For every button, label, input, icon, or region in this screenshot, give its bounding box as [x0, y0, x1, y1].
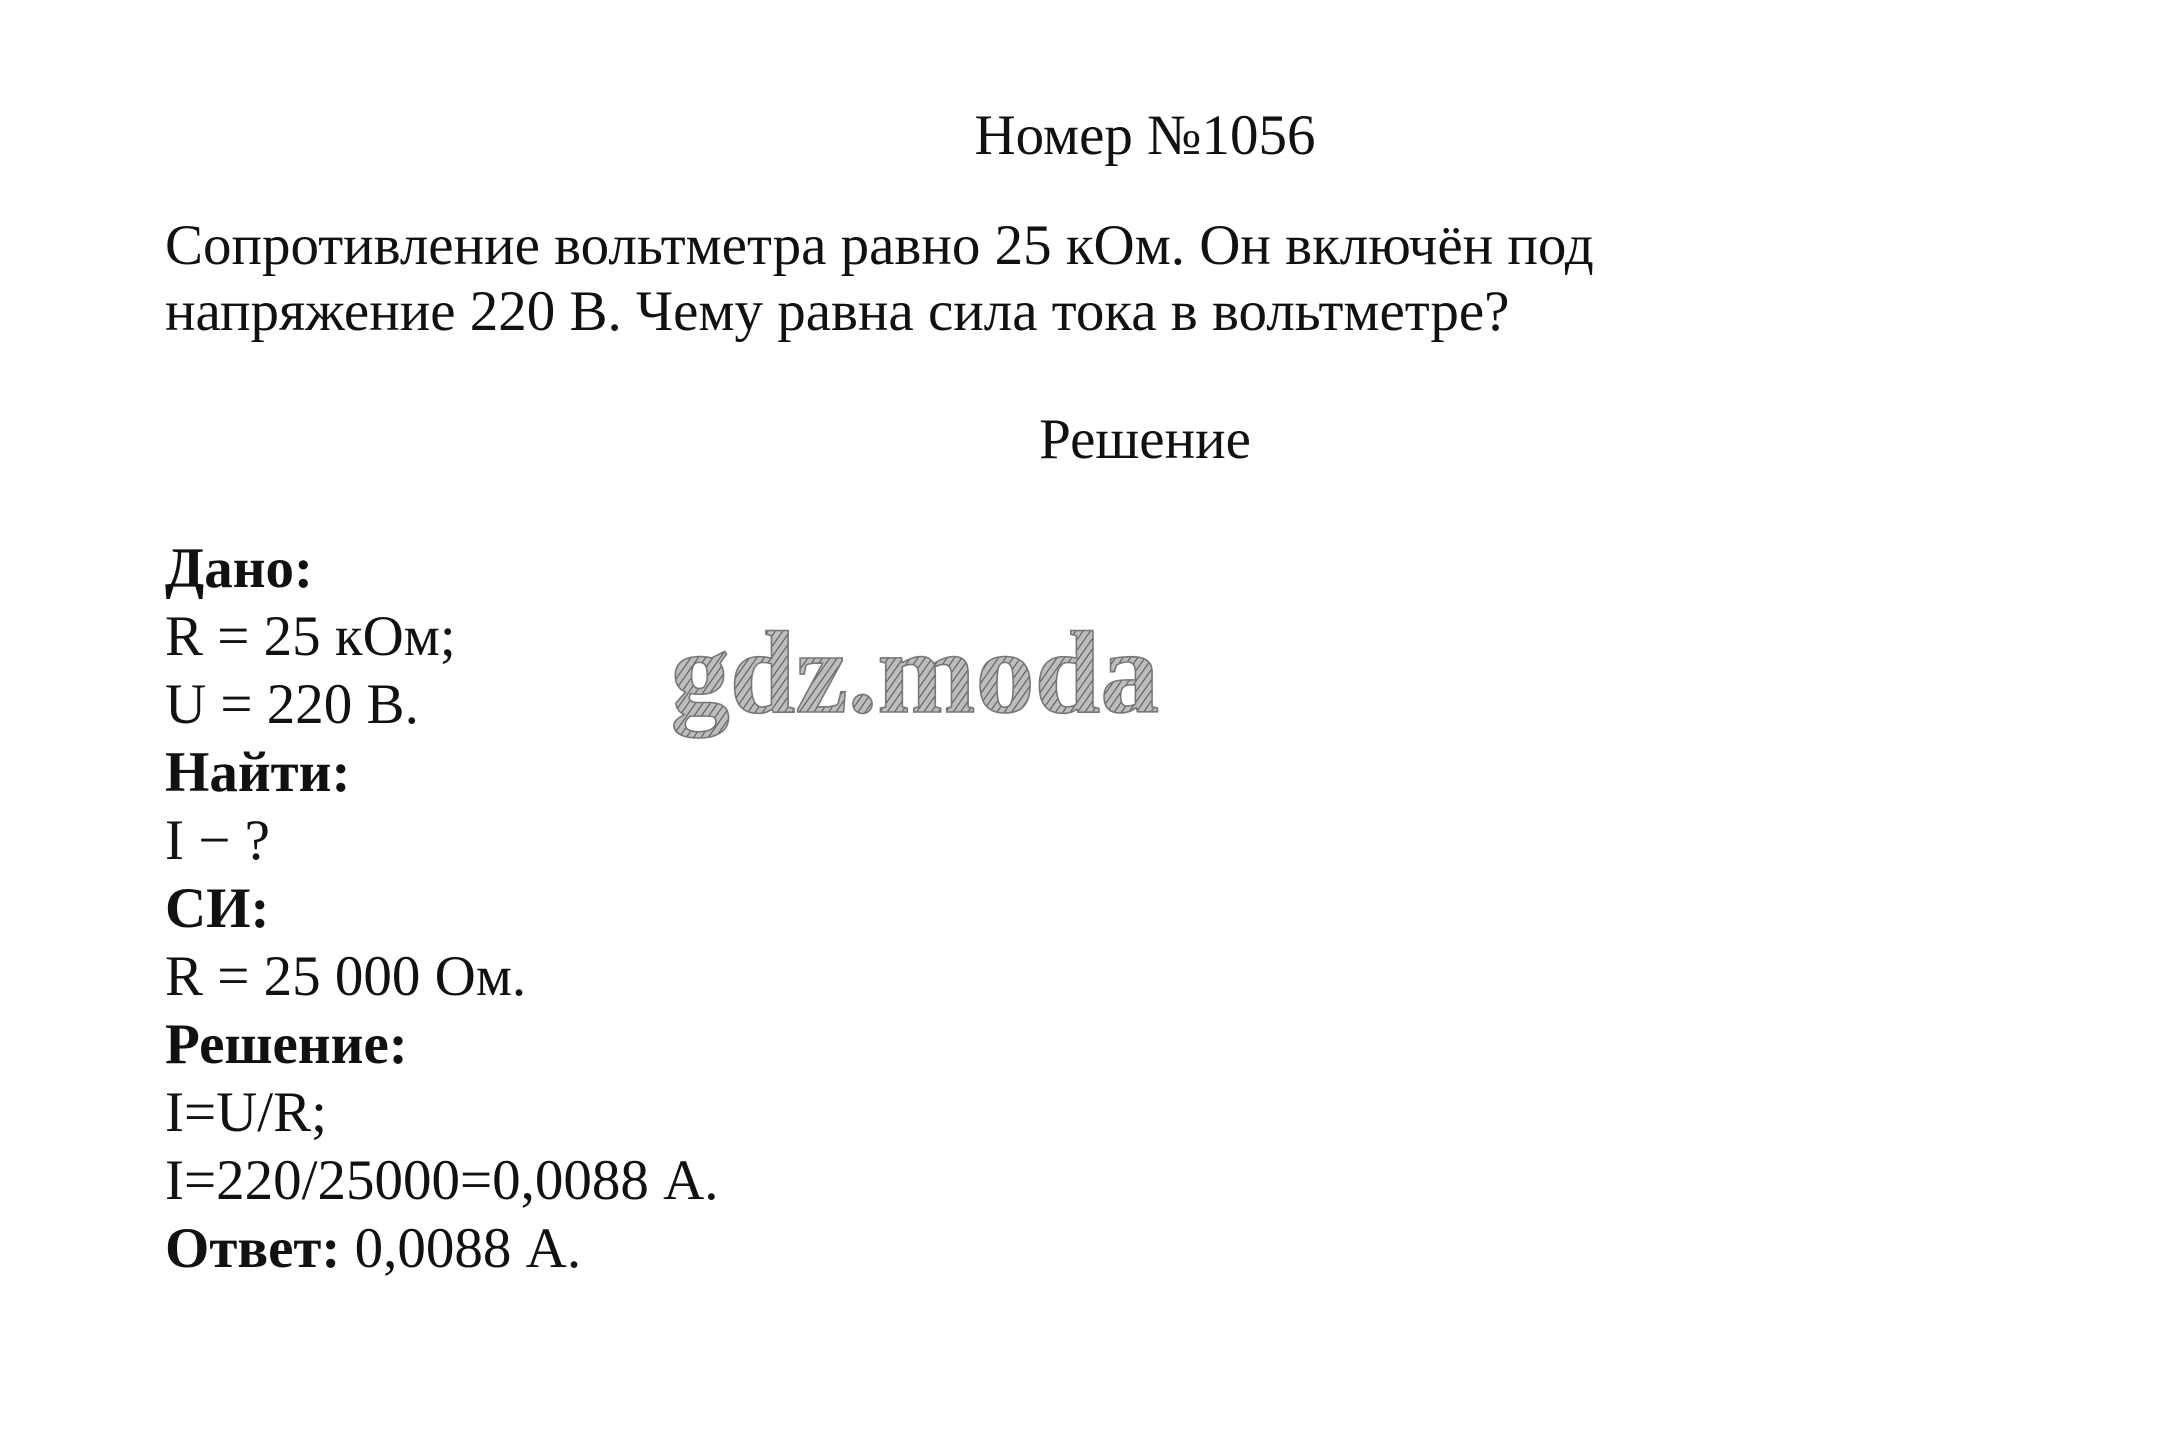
watermark-text: gdz.moda	[670, 612, 1160, 738]
answer-label: Ответ:	[165, 1217, 341, 1280]
solution-step: I=220/25000=0,0088 А.	[165, 1149, 719, 1212]
given-item: U = 220 В.	[165, 673, 419, 736]
solution-step: I=U/R;	[165, 1081, 327, 1144]
solution-label: Решение:	[165, 1013, 408, 1076]
problem-line: Сопротивление вольтметра равно 25 кОм. Он включён под	[165, 214, 1594, 277]
given-label: Дано:	[165, 537, 314, 600]
problem-statement	[165, 213, 2065, 345]
find-label: Найти:	[165, 741, 351, 804]
page-title: Номер №1056	[974, 104, 1316, 167]
answer-line	[165, 1215, 719, 1283]
find-item: I − ?	[165, 809, 270, 872]
si-item: R = 25 000 Ом.	[165, 945, 527, 1008]
si-label: СИ:	[165, 877, 270, 940]
answer-value: 0,0088 А.	[340, 1217, 582, 1280]
watermark-logo	[605, 612, 1225, 762]
given-item: R = 25 кОм;	[165, 605, 456, 668]
problem-line: напряжение 220 В. Чему равна сила тока в вольтметре?	[165, 280, 1510, 343]
section-title: Решение	[1039, 408, 1251, 471]
